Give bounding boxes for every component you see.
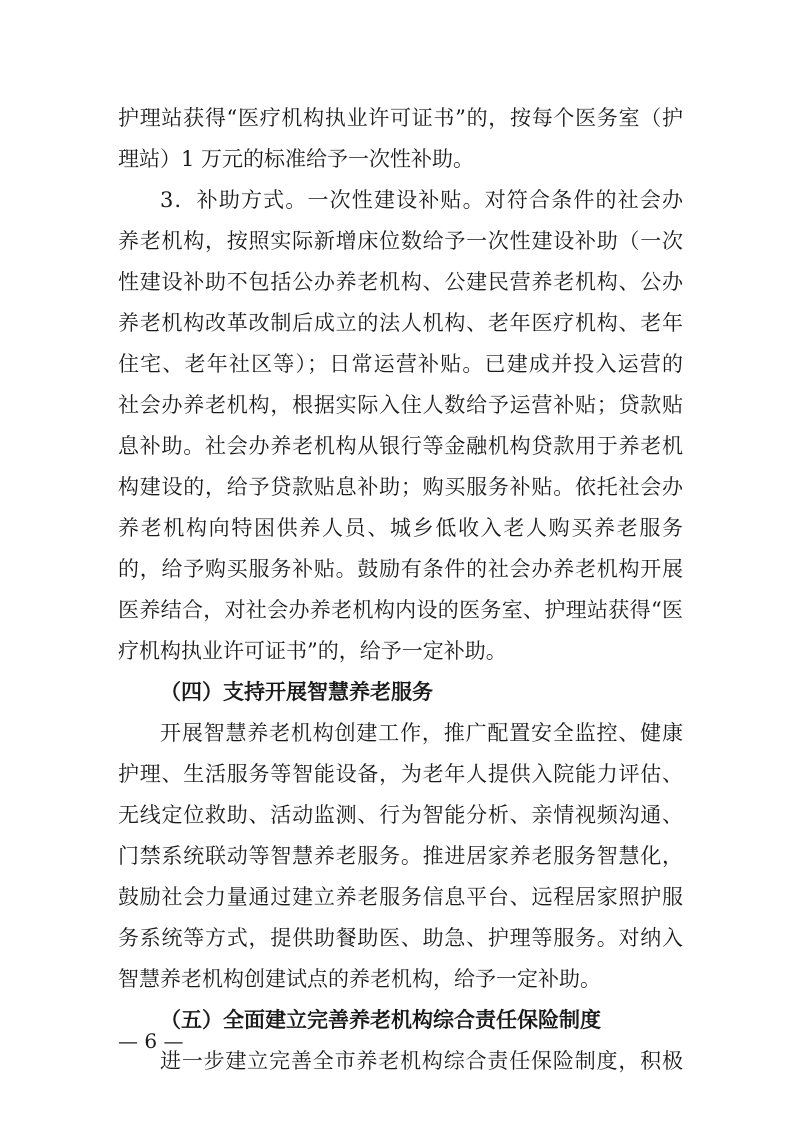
text-line: 性建设补助不包括公办养老机构、公建民营养老机构、公办 xyxy=(118,270,683,294)
text-line: 养老机构向特困供养人员、城乡低收入老人购买养老服务 xyxy=(118,516,683,540)
paragraph xyxy=(118,180,683,672)
text-line: 无线定位救助、活动监测、行为智能分析、亲情视频沟通、 xyxy=(118,803,683,827)
text-line: 养老机构改革改制后成立的法人机构、老年医疗机构、老年 xyxy=(118,311,683,335)
text-line: 进一步建立完善全市养老机构综合责任保险制度，积极 xyxy=(160,1049,683,1073)
text-line: 养老机构，按照实际新增床位数给予一次性建设补助（一次 xyxy=(118,229,683,253)
paragraph xyxy=(118,1041,683,1082)
text-line: 医养结合，对社会办养老机构内设的医务室、护理站获得“医 xyxy=(118,598,683,622)
page-number: — 6 — xyxy=(118,1029,184,1053)
text-line: 务系统等方式，提供助餐助医、助急、护理等服务。对纳入 xyxy=(118,926,683,950)
section-heading: （五）全面建立完善养老机构综合责任保险制度 xyxy=(160,1008,601,1032)
text-line: 社会办养老机构，根据实际入住人数给予运营补贴；贷款贴 xyxy=(118,393,683,417)
text-line: 构建设的，给予贷款贴息补助；购买服务补贴。依托社会办 xyxy=(118,475,683,499)
paragraph xyxy=(118,713,683,1000)
section-heading: （四）支持开展智慧养老服务 xyxy=(160,680,433,704)
text-line: 3．补助方式。一次性建设补贴。对符合条件的社会办 xyxy=(160,188,683,212)
text-line: 开展智慧养老机构创建工作，推广配置安全监控、健康 xyxy=(160,721,683,745)
document-body xyxy=(118,98,683,1082)
text-line: 疗机构执业许可证书”的，给予一定补助。 xyxy=(118,639,507,663)
text-line: 住宅、老年社区等）；日常运营补贴。已建成并投入运营的 xyxy=(118,352,683,376)
paragraph xyxy=(118,98,683,180)
text-line: 护理、生活服务等智能设备，为老年人提供入院能力评估、 xyxy=(118,762,683,786)
text-line: 护理站获得“医疗机构执业许可证书”的，按每个医务室（护 xyxy=(118,106,683,130)
text-line: 鼓励社会力量通过建立养老服务信息平台、远程居家照护服 xyxy=(118,885,683,909)
text-line: 的，给予购买服务补贴。鼓励有条件的社会办养老机构开展 xyxy=(118,557,683,581)
text-line: 息补助。社会办养老机构从银行等金融机构贷款用于养老机 xyxy=(118,434,683,458)
text-line: 门禁系统联动等智慧养老服务。推进居家养老服务智慧化， xyxy=(118,844,683,868)
text-line: 理站）1 万元的标准给予一次性补助。 xyxy=(118,147,475,171)
text-line: 智慧养老机构创建试点的养老机构，给予一定补助。 xyxy=(118,967,601,991)
